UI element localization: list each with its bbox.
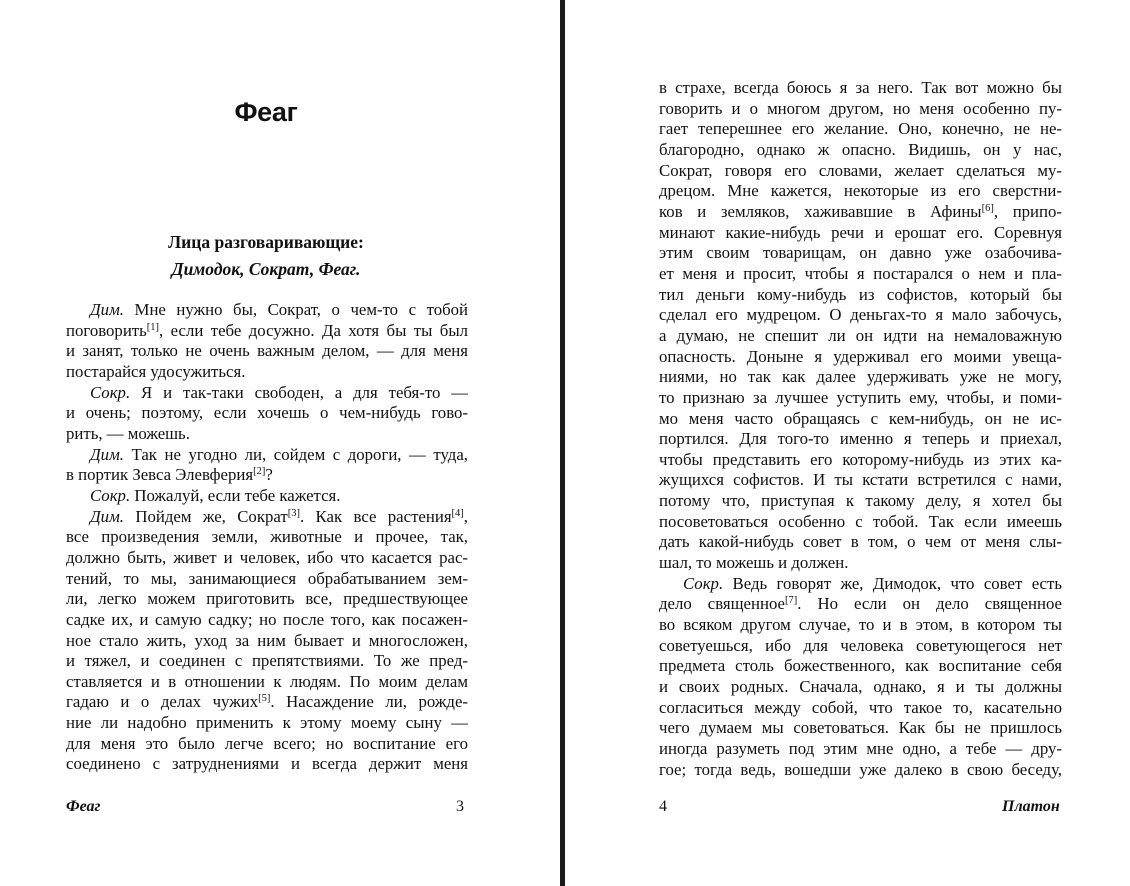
footnote-marker: [2] bbox=[253, 466, 266, 478]
footnote-marker: [5] bbox=[258, 693, 271, 705]
text-line bbox=[659, 491, 1062, 512]
line-text: дело священное bbox=[659, 594, 785, 614]
text-line bbox=[66, 548, 468, 569]
line-text: . Как все растения bbox=[299, 506, 452, 526]
speaker-label: Дим. bbox=[90, 506, 124, 526]
footnote-marker: [7] bbox=[785, 595, 798, 607]
line-text: Пожалуй, если тебе кажется. bbox=[130, 485, 341, 505]
speaker-label: Сокр. bbox=[90, 485, 131, 505]
text-line bbox=[659, 450, 1062, 471]
speaker-label: Сокр. bbox=[683, 573, 724, 593]
running-title: Феаг bbox=[66, 798, 101, 815]
text-line bbox=[659, 594, 1062, 615]
speaker-label: Дим. bbox=[90, 300, 124, 319]
text-line bbox=[659, 429, 1062, 450]
text-line bbox=[659, 181, 1062, 202]
text-line bbox=[66, 734, 468, 755]
line-text: дрецом. Мне кажется, некоторые из его сверстни- bbox=[659, 181, 1062, 201]
right-page bbox=[566, 0, 1130, 886]
line-text: согласиться между собой, что такое то, касательно bbox=[659, 697, 1062, 717]
text-line bbox=[66, 754, 468, 775]
line-text: тений, то мы, занимающиеся обрабатыванием зем- bbox=[66, 568, 468, 588]
text-line bbox=[66, 692, 468, 713]
text-line bbox=[659, 78, 1062, 99]
text-line bbox=[66, 672, 468, 693]
text-line bbox=[659, 656, 1062, 677]
text-line bbox=[66, 362, 468, 383]
line-text: и тяжел, и соединен с препятствиями. То же пред- bbox=[66, 651, 468, 671]
footnote-marker: [3] bbox=[287, 507, 300, 519]
line-text: постарайся удосужиться. bbox=[66, 361, 246, 381]
line-text: минают какие-нибудь речи и ерошат его. Соревнуя bbox=[659, 222, 1062, 242]
line-text: Пойдем же, Сократ bbox=[123, 506, 288, 526]
line-text: дать какой-нибудь совет в том, о чем от меня слы- bbox=[659, 532, 1062, 552]
text-line bbox=[659, 615, 1062, 636]
right-text-column bbox=[659, 78, 1062, 780]
line-text: опасность. Доныне я удерживал его моими увеща- bbox=[659, 346, 1062, 366]
text-line bbox=[659, 512, 1062, 533]
running-title: Платон bbox=[1002, 798, 1060, 815]
text-line bbox=[66, 445, 468, 466]
line-text: , припо- bbox=[993, 201, 1062, 221]
line-text: соединено с затруднениями и всегда держит меня bbox=[66, 754, 468, 774]
line-text: гадаю и о делах чужих bbox=[66, 692, 259, 712]
text-line bbox=[66, 321, 468, 342]
line-text: Так не угодно ли, сойдем с дороги, — туда, bbox=[123, 444, 468, 464]
text-line bbox=[659, 285, 1062, 306]
line-text: портился. Для того-то именно я теперь и приехал, bbox=[659, 429, 1062, 449]
line-text: тил деньги кому-нибудь из софистов, который бы bbox=[659, 284, 1062, 304]
line-text: ков и земляков, хаживавшие в Афины bbox=[659, 201, 982, 221]
footnote-marker: [6] bbox=[981, 202, 994, 214]
text-line bbox=[66, 631, 468, 652]
text-line bbox=[659, 532, 1062, 553]
text-line bbox=[66, 424, 468, 445]
line-text: все произведения земли, животные и прочее, так, bbox=[66, 527, 468, 547]
line-text: ние ли надобно применить к этому моему сыну — bbox=[66, 713, 468, 733]
text-line bbox=[66, 651, 468, 672]
line-text: мо меня часто обращаясь с кем-нибудь, он не ис- bbox=[659, 408, 1062, 428]
text-line bbox=[659, 161, 1062, 182]
text-line bbox=[66, 486, 468, 507]
footnote-marker: [1] bbox=[146, 321, 160, 333]
line-text: . Насаждение ли, рожде- bbox=[270, 692, 468, 712]
text-line bbox=[659, 388, 1062, 409]
line-text: садке их, и самую садку; но после того, как посажен- bbox=[66, 609, 468, 629]
text-line bbox=[659, 470, 1062, 491]
line-text: гое; тогда ведь, вошедши уже далеко в свою беседу, bbox=[659, 759, 1062, 779]
line-text: и очень; поэтому, если хочешь о чем-нибудь гово- bbox=[66, 403, 468, 423]
persons-list: Димодок, Сократ, Феаг. bbox=[171, 259, 361, 279]
line-text: должно быть, живет и человек, ибо что касается рас- bbox=[66, 547, 468, 567]
line-text: во всяком другом случае, то и в этом, в котором ты bbox=[659, 615, 1062, 635]
line-text: то признаю за лучшее уступить ему, чтобы, и поми- bbox=[659, 387, 1062, 407]
text-line bbox=[66, 383, 468, 404]
line-text: потому что, приступая к такому делу, я хотел бы bbox=[659, 491, 1062, 511]
text-line bbox=[659, 409, 1062, 430]
text-line bbox=[66, 341, 468, 362]
text-line bbox=[66, 713, 468, 734]
left-page bbox=[0, 0, 560, 886]
line-text: ставляется и в отношении к людям. По моим делам bbox=[66, 671, 468, 691]
text-line bbox=[659, 760, 1062, 781]
line-text: в страхе, всегда боюсь я за него. Так вот можно бы bbox=[659, 78, 1062, 97]
text-line bbox=[659, 718, 1062, 739]
line-text: советуешься, ибо для человека советующегося нет bbox=[659, 635, 1062, 655]
text-line bbox=[66, 300, 468, 321]
text-line bbox=[66, 507, 468, 528]
line-text: иногда разуметь под этим мне одно, а тебе — дру- bbox=[659, 739, 1062, 758]
text-line bbox=[66, 403, 468, 424]
text-line bbox=[659, 367, 1062, 388]
text-line bbox=[659, 574, 1062, 595]
line-text: ное стало жить, уход за ним бывает и многосложен, bbox=[66, 630, 468, 650]
line-text: и своих родных. Сначала, однако, я и ты должны bbox=[659, 677, 1062, 697]
line-text: чего думаем мы советоваться. Как бы не пришлось bbox=[659, 718, 1062, 738]
line-text: рить, — можешь. bbox=[66, 423, 190, 443]
line-text: ? bbox=[265, 465, 273, 485]
book-spine-divider bbox=[560, 0, 565, 886]
persons-heading: Лица разговаривающие: bbox=[168, 232, 364, 252]
line-text: Сократ, говоря его словами, желает сделаться му- bbox=[659, 160, 1062, 180]
line-text: жущихся софистов. И ты кстати встретился с нами, bbox=[659, 470, 1062, 490]
footnote-marker: [4] bbox=[451, 507, 464, 519]
left-text-column bbox=[66, 300, 468, 775]
text-line bbox=[66, 610, 468, 631]
text-line bbox=[659, 739, 1062, 760]
text-line bbox=[659, 698, 1062, 719]
line-text: благородно, однако ж опасно. Видишь, он у нас, bbox=[659, 139, 1062, 159]
line-text: , если тебе досужно. Да хотя бы ты был bbox=[159, 320, 468, 340]
line-text: сделал его мудрецом. О деньгах-то я мало забочусь, bbox=[659, 305, 1062, 325]
text-line bbox=[659, 99, 1062, 120]
line-text: ниями, но так как далее удерживать уже не могу, bbox=[659, 367, 1062, 387]
line-text: предмета столь божественного, как воспитание себя bbox=[659, 656, 1062, 676]
line-text: и занят, только не очень важным делом, — для меня bbox=[66, 341, 468, 361]
line-text: чтобы представить его которому-нибудь из этих ка- bbox=[659, 449, 1062, 469]
right-footer-title bbox=[1002, 797, 1060, 817]
line-text: . Но если он дело священное bbox=[797, 594, 1062, 614]
left-footer-title bbox=[66, 797, 100, 817]
line-text: шал, то можешь и должен. bbox=[659, 553, 849, 573]
text-line bbox=[659, 140, 1062, 161]
line-text: ет меня и просит, чтобы я постарался о нем и пла- bbox=[659, 263, 1062, 283]
line-text: , bbox=[463, 506, 468, 526]
text-line bbox=[659, 223, 1062, 244]
line-text: а думаю, не спешит ли он идти на немаловажную bbox=[659, 325, 1062, 345]
text-line bbox=[659, 243, 1062, 264]
line-text: этим своим товарищам, он давно уже озабочива- bbox=[659, 243, 1062, 263]
right-page-number: 4 bbox=[659, 798, 667, 815]
text-line bbox=[66, 527, 468, 548]
line-text: Я и так-таки свободен, а для тебя-то — bbox=[130, 382, 468, 402]
line-text: в портик Зевса Элевферия bbox=[66, 465, 254, 485]
text-line bbox=[659, 677, 1062, 698]
page-title: Феаг bbox=[234, 97, 298, 127]
line-text: Ведь говорят же, Димодок, что совет есть bbox=[723, 573, 1062, 593]
text-line bbox=[659, 202, 1062, 223]
text-line bbox=[659, 636, 1062, 657]
left-page-number: 3 bbox=[456, 798, 464, 815]
text-line bbox=[659, 264, 1062, 285]
text-line bbox=[66, 465, 468, 486]
text-line bbox=[659, 326, 1062, 347]
text-line bbox=[66, 569, 468, 590]
text-line bbox=[66, 589, 468, 610]
line-text: ли, легко можем приготовить все, предшествующее bbox=[66, 589, 468, 609]
speaker-label: Дим. bbox=[90, 444, 124, 464]
text-line bbox=[659, 553, 1062, 574]
text-line bbox=[659, 347, 1062, 368]
text-line bbox=[659, 305, 1062, 326]
text-line bbox=[659, 119, 1062, 140]
line-text: Мне нужно бы, Сократ, о чем-то с тобой bbox=[123, 300, 468, 319]
speaker-label: Сокр. bbox=[90, 382, 131, 402]
line-text: гает теперешнее его желание. Оно, конечно, не не- bbox=[659, 119, 1062, 139]
line-text: посоветоваться особенно с тобой. Так если имеешь bbox=[659, 511, 1062, 531]
line-text: говорить и о многом другом, но меня особенно пу- bbox=[659, 98, 1062, 118]
line-text: поговорить bbox=[66, 320, 147, 340]
line-text: для меня это было легче всего; но воспитание его bbox=[66, 733, 468, 753]
